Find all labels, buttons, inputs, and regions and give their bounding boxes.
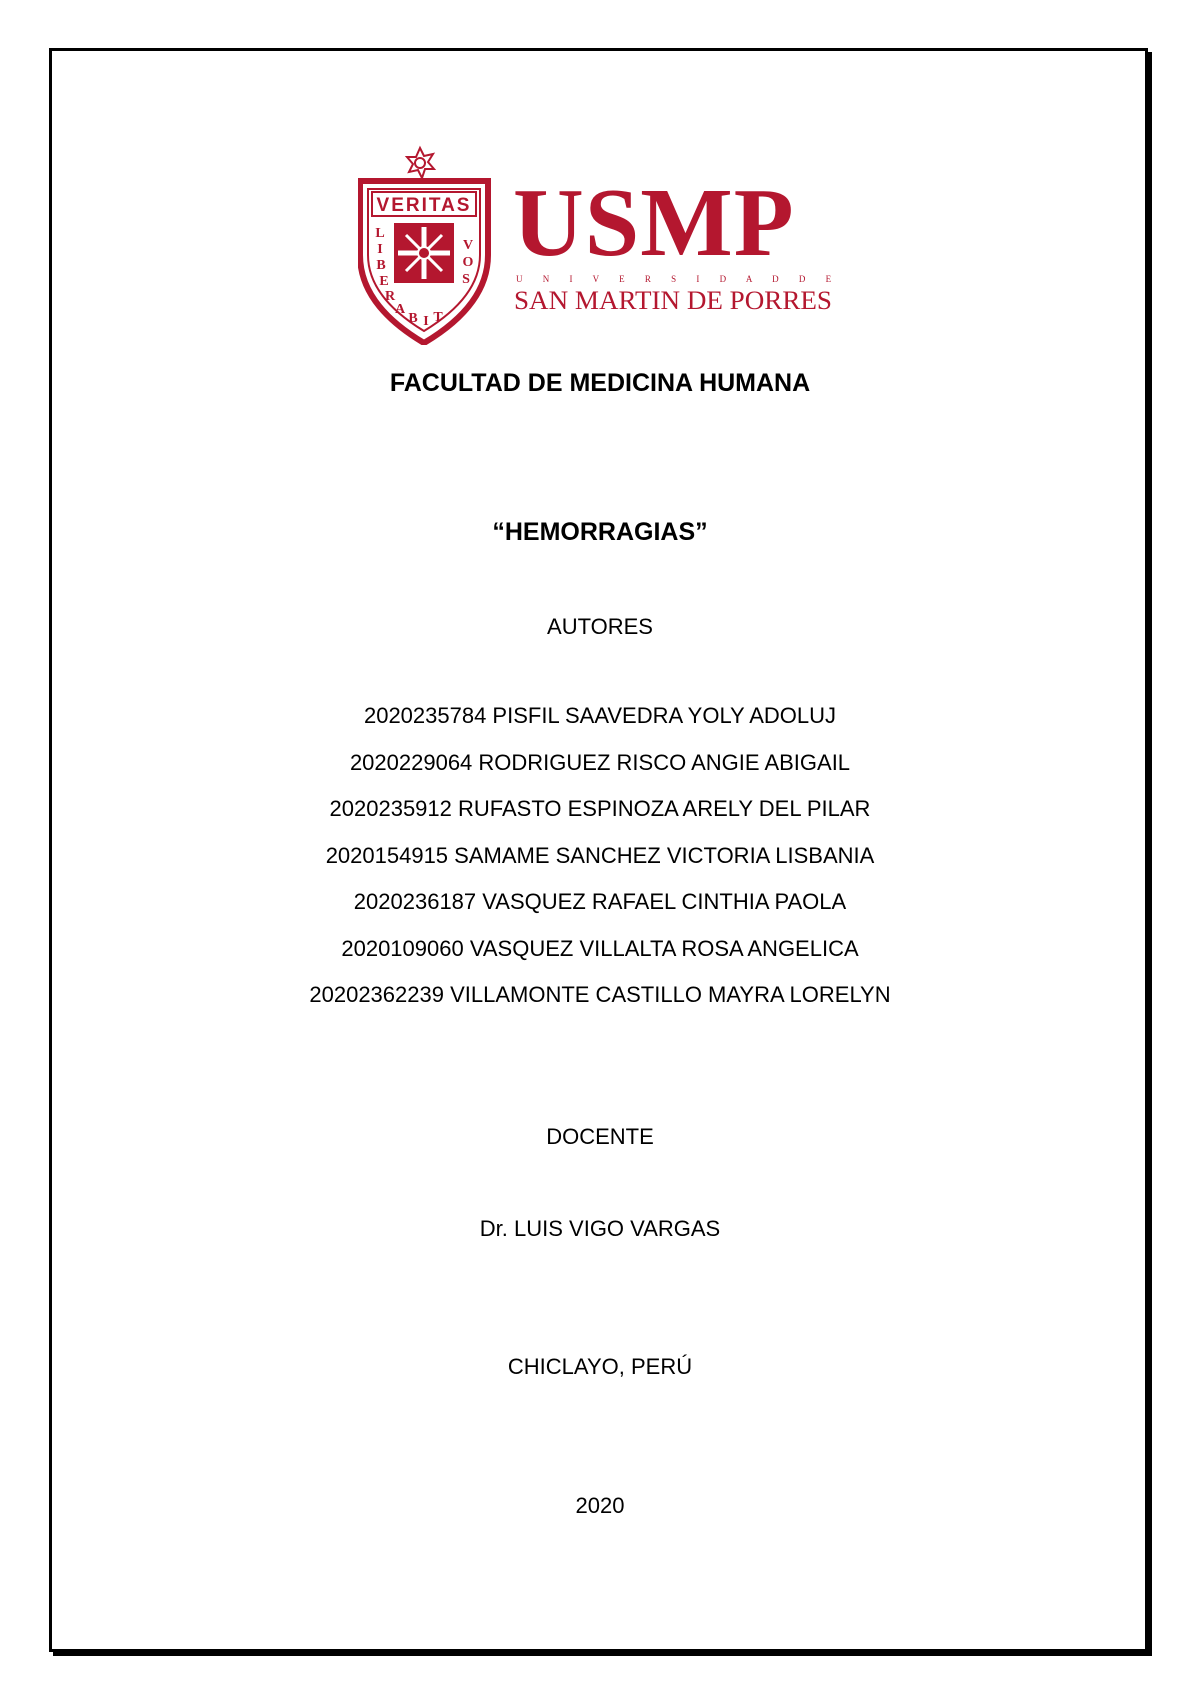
svg-text:T: T bbox=[433, 310, 443, 325]
motto-top: VERITAS bbox=[376, 195, 472, 216]
svg-text:R: R bbox=[384, 289, 396, 304]
svg-text:I: I bbox=[377, 242, 383, 257]
year: 2020 bbox=[575, 1493, 625, 1518]
author-item: 2020109060 VASQUEZ VILLALTA ROSA ANGELICA bbox=[341, 935, 859, 961]
authors-label: AUTORES bbox=[547, 614, 653, 639]
svg-text:I: I bbox=[423, 314, 429, 329]
author-item: 2020236187 VASQUEZ RAFAEL CINTHIA PAOLA bbox=[353, 889, 847, 914]
document-title: “HEMORRAGIAS” bbox=[492, 518, 708, 546]
author-item: 20202362239 VILLAMONTE CASTILLO MAYRA LORELYN bbox=[309, 982, 891, 1007]
author-item: 2020235784 PISFIL SAAVEDRA YOLY ADOLUJ bbox=[363, 703, 837, 728]
svg-text:B: B bbox=[408, 311, 418, 326]
university-word: U N I V E R S I D A D D E bbox=[516, 274, 841, 284]
faculty-heading: FACULTAD DE MEDICINA HUMANA bbox=[389, 369, 811, 397]
svg-text:E: E bbox=[379, 274, 389, 289]
usmp-wordmark: USMP bbox=[513, 169, 795, 277]
docente-name: Dr. LUIS VIGO VARGAS bbox=[479, 1216, 721, 1241]
svg-text:L: L bbox=[375, 226, 385, 241]
author-item: 2020154915 SAMAME SANCHEZ VICTORIA LISBANIA bbox=[325, 842, 875, 868]
university-name: SAN MARTIN DE PORRES bbox=[514, 286, 832, 315]
author-item: 2020235912 RUFASTO ESPINOZA ARELY DEL PILAR bbox=[329, 796, 871, 821]
svg-text:O: O bbox=[462, 255, 474, 270]
svg-text:A: A bbox=[394, 302, 406, 317]
usmp-logo bbox=[358, 145, 853, 345]
authors-list bbox=[0, 703, 1200, 1029]
shield-emblem bbox=[360, 181, 488, 343]
author-item: 2020229064 RODRIGUEZ RISCO ANGIE ABIGAIL bbox=[349, 749, 851, 775]
svg-text:B: B bbox=[376, 258, 386, 273]
star-icon bbox=[407, 148, 434, 178]
city-country: CHICLAYO, PERÚ bbox=[507, 1354, 693, 1379]
svg-text:V: V bbox=[462, 238, 474, 253]
svg-text:S: S bbox=[462, 272, 470, 287]
docente-label: DOCENTE bbox=[546, 1124, 654, 1149]
